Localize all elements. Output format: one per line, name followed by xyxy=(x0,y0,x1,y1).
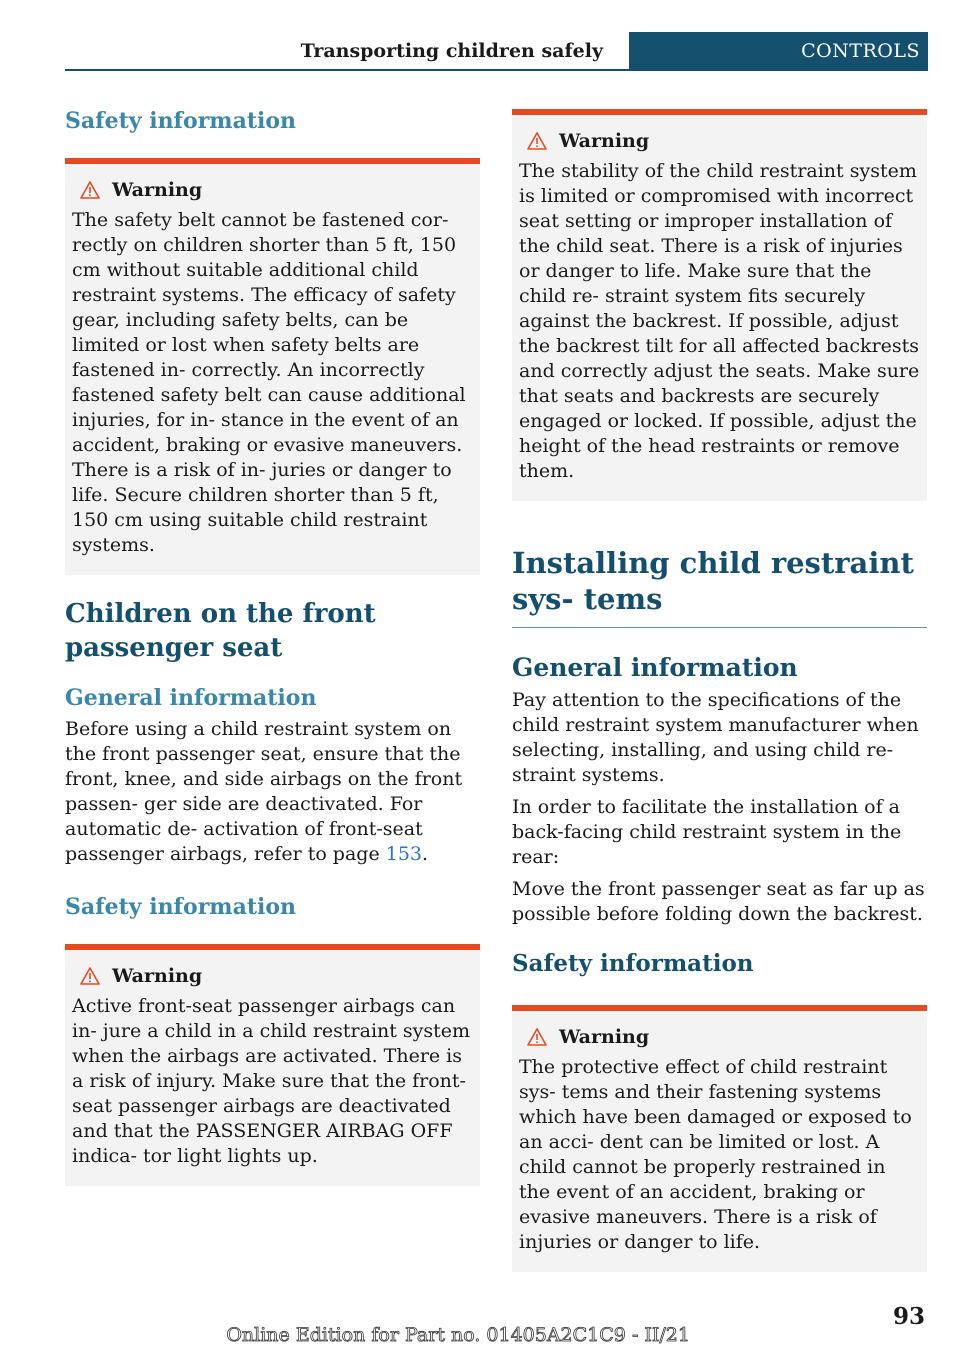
warning-box xyxy=(65,944,480,1186)
warning-box xyxy=(512,1005,927,1272)
warning-box xyxy=(65,158,480,575)
general-info-heading: General information xyxy=(65,685,317,711)
front-seat-heading: Children on the front passenger seat xyxy=(65,599,376,663)
warning-text: The stability of the child restraint system is limited or compromised with incorrect seat setting or improper installation of the child seat. There is a risk of injuries or danger to life. Make sure that the child re- straint system fits securely against the backrest. If possible, adjust the backrest tilt for all affected backrests and correctly adjust the seats. Make sure that seats and backrests are securely engaged or locked. If possible, adjust the height of the head restraints or remove them. xyxy=(519,160,920,482)
section-divider xyxy=(512,627,927,628)
paragraph: Pay attention to the specifications of the child restraint system manufacturer when selecting, installing, and using child re- straint systems. xyxy=(512,689,919,786)
warning-triangle-icon xyxy=(72,179,112,201)
edition-watermark: Online Edition for Part no. 01405A2C1C9 - II/21 xyxy=(226,1324,690,1346)
warning-triangle-icon xyxy=(519,1026,559,1048)
safety-info-heading: Safety information xyxy=(65,108,297,134)
chapter-tab: CONTROLS xyxy=(629,32,928,70)
paragraph-text: Before using a child restraint system on the front passenger seat, ensure that the front, knee, and side airbags on the front passen- ger side are deactivated. For automatic de- activation of front-seat passenger airbags, refer to page xyxy=(65,718,463,865)
warning-text: The safety belt cannot be fastened cor- rectly on children shorter than 5 ft, 150 cm without suitable additional child restraint systems. The efficacy of safety gear, including safety belts, can be limited or lost when safety belts are fastened in- correctly. An incorrectly fastened safety belt can cause additional injuries, for in- stance in the event of an accident, braking or evasive maneuvers. There is a risk of in- juries or danger to life. Secure children shorter than 5 ft, 150 cm using suitable child restraint systems. xyxy=(72,209,466,556)
paragraph-end: . xyxy=(422,843,429,865)
warning-label: Warning xyxy=(559,130,650,152)
warning-text: Active front-seat passenger airbags can in- jure a child in a child restraint system when the airbags are activated. There is a risk of injury. Make sure that the front- seat passenger airbags are deactivated and that the PASSENGER AIRBAG OFF indica- tor light lights up. xyxy=(72,995,471,1167)
warning-triangle-icon xyxy=(519,130,559,152)
left-column xyxy=(65,96,480,1186)
page-footer xyxy=(0,1302,960,1362)
safety-info-heading-2: Safety information xyxy=(65,894,297,920)
warning-label: Warning xyxy=(559,1026,650,1048)
warning-header xyxy=(72,964,473,988)
general-info-paragraph xyxy=(65,717,480,867)
safety-info-heading: Safety information xyxy=(512,950,754,977)
paragraph: Move the front passenger seat as far up as possible before folding down the backrest. xyxy=(512,878,925,925)
paragraph: In order to facilitate the installation of a back-facing child restraint system in the rear: xyxy=(512,796,902,868)
page-number: 93 xyxy=(892,1303,925,1330)
page-header xyxy=(65,32,928,70)
warning-header xyxy=(519,1025,920,1049)
warning-triangle-icon xyxy=(72,965,112,987)
right-column xyxy=(512,109,927,1272)
warning-box xyxy=(512,109,927,501)
warning-header xyxy=(519,129,920,153)
warning-label: Warning xyxy=(112,179,203,201)
warning-label: Warning xyxy=(112,965,203,987)
page-link[interactable]: 153 xyxy=(385,843,423,865)
section-title: Transporting children safely xyxy=(300,40,603,62)
installing-heading: Installing child restraint sys- tems xyxy=(512,546,914,616)
warning-text: The protective effect of child restraint sys- tems and their fastening systems which have been damaged or exposed to an acci- dent can be limited or lost. A child cannot be properly restrained in the event of an accident, braking or evasive maneuvers. There is a risk of injuries or danger to life. xyxy=(519,1056,912,1253)
header-rule xyxy=(65,69,928,71)
general-info-heading: General information xyxy=(512,653,798,682)
warning-header xyxy=(72,178,473,202)
